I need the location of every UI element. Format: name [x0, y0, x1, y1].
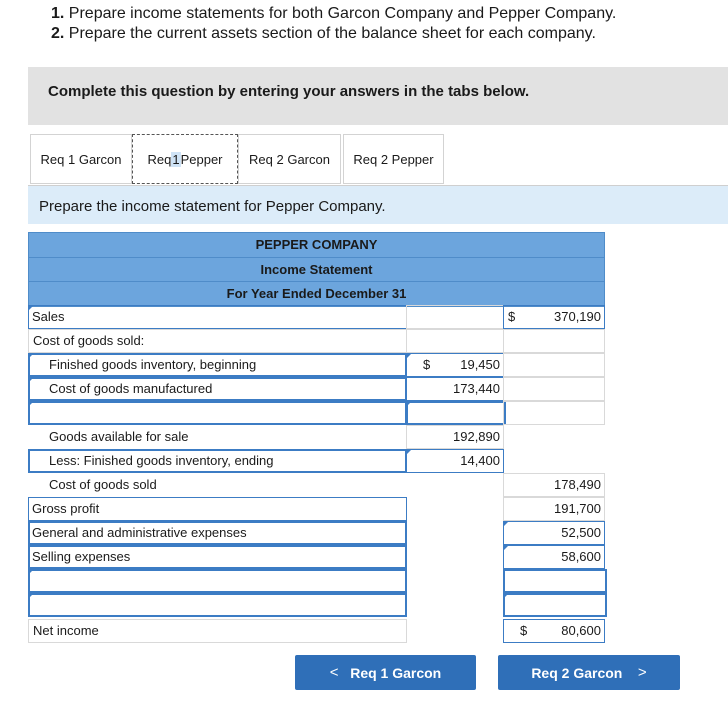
instruction-banner [28, 67, 728, 125]
row-blank-2 [28, 569, 605, 593]
sales-label-input[interactable] [28, 305, 407, 329]
row-cogs: Cost of goods sold 178,490 [28, 473, 605, 497]
banner-text: Complete this question by entering your answers in the tabs below. [48, 83, 530, 100]
row-goods-available: Goods available for sale 192,890 [28, 425, 605, 449]
statement-title: Income Statement [28, 257, 605, 283]
tab-bar [28, 133, 728, 185]
cogs-header-col2 [503, 329, 605, 353]
fg-begin-col2 [503, 353, 605, 377]
row-ga-expenses: General and administrative expenses 52,500 [28, 521, 605, 545]
ga-amount-input[interactable]: 52,500 [503, 521, 605, 545]
sales-amount-input[interactable]: $ 370,190 [503, 305, 605, 329]
chevron-left-icon: < [329, 664, 339, 681]
chevron-right-icon: > [637, 664, 647, 681]
statement-company: PEPPER COMPANY [28, 232, 605, 258]
dropdown-marker [28, 377, 34, 383]
blank-amount-input-1[interactable] [406, 401, 506, 425]
cogm-amount-input[interactable]: 173,440 [406, 377, 504, 401]
tab-highlight: 1 [172, 151, 180, 167]
row-cogs-header: Cost of goods sold: [28, 329, 605, 353]
dropdown-marker [28, 401, 34, 407]
blank-1-col2 [503, 401, 605, 425]
dropdown-marker [28, 353, 34, 359]
cogs-amount: 178,490 [503, 473, 605, 497]
row-selling-expenses: Selling expenses 58,600 [28, 545, 605, 569]
fg-end-amount-input[interactable]: 14,400 [406, 449, 504, 473]
cogm-col2 [503, 377, 605, 401]
statement-period: For Year Ended December 31 [28, 281, 605, 307]
tab-req2-garcon[interactable]: Req 2 Garcon [238, 134, 341, 184]
row-blank-3 [28, 593, 605, 617]
row-gross-profit: Gross profit 191,700 [28, 497, 605, 521]
tab-req2-pepper[interactable]: Req 2 Pepper [343, 134, 444, 184]
blank-label-input-3[interactable] [28, 593, 407, 617]
instruction-2: 2. Prepare the current assets section of the balance sheet for each company. [51, 25, 596, 42]
prev-button[interactable]: < Req 1 Garcon [295, 655, 476, 690]
dropdown-marker [28, 593, 34, 599]
next-button[interactable]: Req 2 Garcon > [498, 655, 680, 690]
net-income-amount-input[interactable]: $ 80,600 [503, 619, 605, 643]
row-blank-1 [28, 401, 605, 425]
prompt-bar [28, 186, 728, 224]
dropdown-marker [28, 569, 34, 575]
selling-amount-input[interactable]: 58,600 [503, 545, 605, 569]
row-fg-beginning: Finished goods inventory, beginning $ 19,450 [28, 353, 605, 377]
row-cogm: Cost of goods manufactured 173,440 [28, 377, 605, 401]
sales-col1 [406, 305, 504, 329]
blank-amount-input-3[interactable] [503, 593, 607, 617]
row-fg-ending: Less: Finished goods inventory, ending 14,400 [28, 449, 605, 473]
blank-label-input-2[interactable] [28, 569, 407, 593]
cogs-header-col1 [406, 329, 504, 353]
tab-req1-pepper[interactable]: Req 1 Pepper [132, 134, 238, 184]
blank-label-input-1[interactable] [28, 401, 407, 425]
prompt-text: Prepare the income statement for Pepper Company. [39, 198, 386, 215]
tab-req1-garcon[interactable]: Req 1 Garcon [30, 134, 132, 184]
row-net-income: Net income $ 80,600 [28, 619, 605, 643]
instructions [51, 4, 616, 44]
gross-profit-amount: 191,700 [503, 497, 605, 521]
blank-amount-input-2[interactable] [503, 569, 607, 593]
fg-begin-amount-input[interactable]: $ 19,450 [406, 353, 504, 377]
instruction-1: 1. Prepare income statements for both Garcon Company and Pepper Company. [51, 5, 617, 22]
goods-available-amount: 192,890 [406, 425, 504, 449]
row-sales: Sales $ 370,190 [28, 305, 605, 329]
